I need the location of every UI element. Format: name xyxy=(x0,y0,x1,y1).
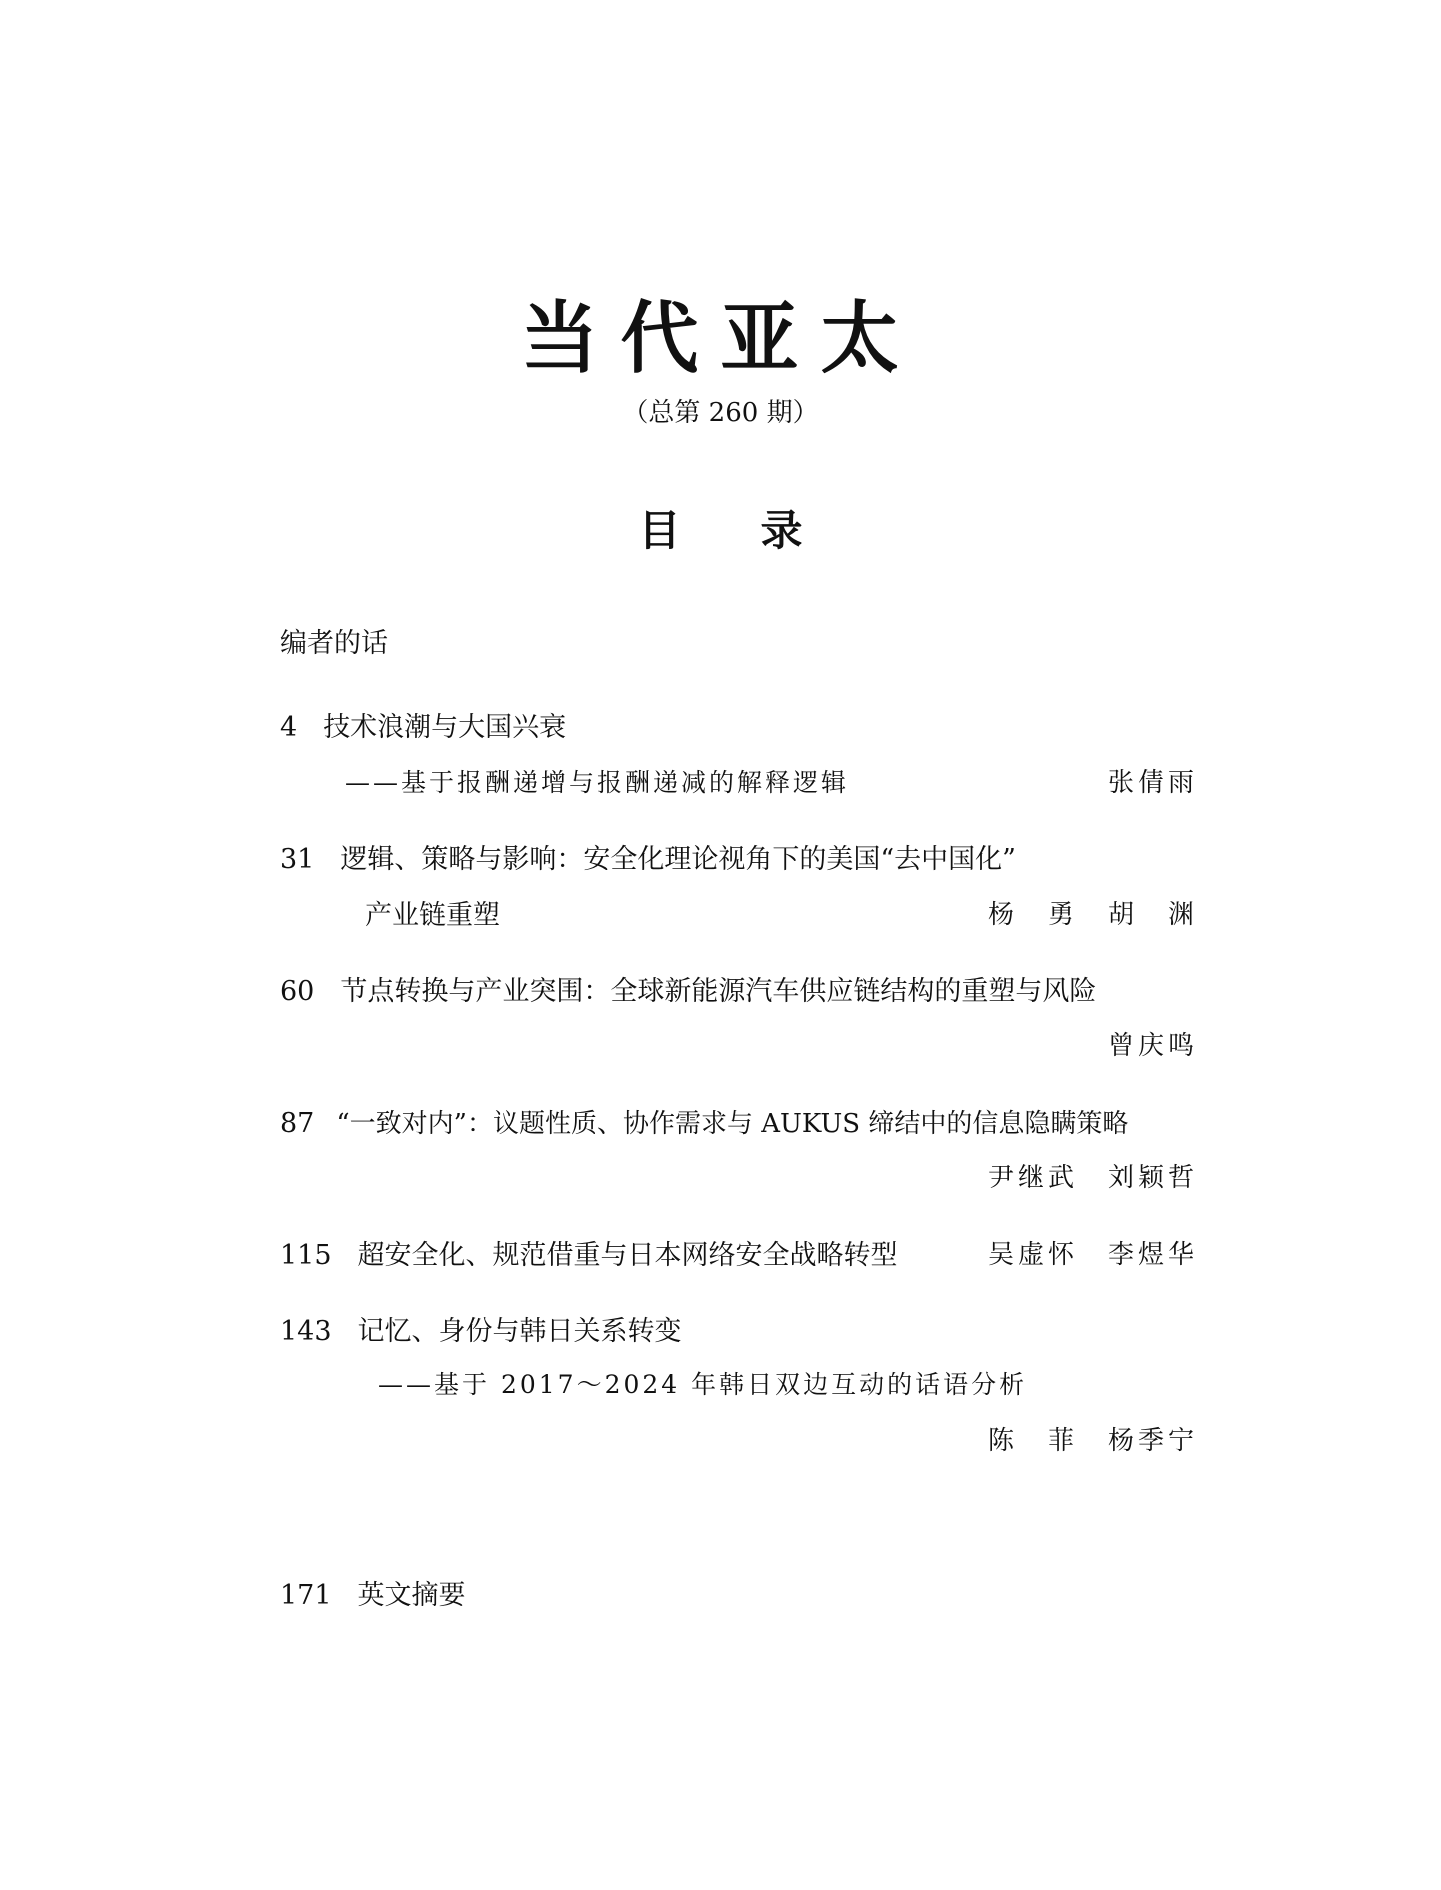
toc-entry-31[interactable] xyxy=(280,846,1016,873)
article-title: “一致对内”：议题性质、协作需求与 AUKUS 缔结中的信息隐瞒策略 xyxy=(336,1109,1129,1139)
author-name: 尹继武 xyxy=(987,1163,1078,1193)
article-subtitle: ——基于 2017～2024 年韩日双边互动的话语分析 xyxy=(378,1370,1028,1399)
page-number: 60 xyxy=(280,976,315,1007)
toc-entry-4[interactable] xyxy=(280,714,566,741)
page-number: 115 xyxy=(280,1240,332,1271)
toc-entry-143[interactable] xyxy=(280,1318,682,1345)
author-name: 杨季宁 xyxy=(1107,1426,1198,1456)
journal-title: 当代亚太 xyxy=(520,293,921,384)
page-number: 31 xyxy=(280,844,315,875)
article-subtitle: ——基于报酬递增与报酬递减的解释逻辑 xyxy=(345,768,850,797)
article-title: 超安全化、规范借重与日本网络安全战略转型 xyxy=(357,1240,898,1271)
article-authors xyxy=(988,1242,1198,1268)
toc-entry-60[interactable] xyxy=(280,978,1096,1005)
toc-entry-115[interactable] xyxy=(280,1242,898,1269)
toc-entry-171[interactable] xyxy=(280,1582,466,1609)
toc-heading: 目录 xyxy=(638,506,883,555)
article-title-continued: 产业链重塑 xyxy=(365,900,500,931)
author-name: 杨 勇 xyxy=(987,900,1078,930)
editor-note-link[interactable]: 编者的话 xyxy=(280,628,388,659)
page-number: 171 xyxy=(280,1580,332,1611)
toc-entry-87[interactable] xyxy=(280,1110,1128,1137)
author-name: 李煜华 xyxy=(1107,1240,1198,1270)
article-title: 逻辑、策略与影响：安全化理论视角下的美国“去中国化” xyxy=(340,844,1016,875)
article-author: 张倩雨 xyxy=(1107,768,1198,798)
article-authors xyxy=(988,902,1198,928)
page-number: 87 xyxy=(280,1108,315,1139)
article-authors xyxy=(988,1428,1198,1454)
article-title: 记忆、身份与韩日关系转变 xyxy=(357,1316,682,1347)
article-title: 节点转换与产业突围：全球新能源汽车供应链结构的重塑与风险 xyxy=(340,976,1097,1007)
author-name: 胡 渊 xyxy=(1107,900,1198,930)
author-name: 刘颖哲 xyxy=(1107,1163,1198,1193)
article-title: 技术浪潮与大国兴衰 xyxy=(323,712,567,743)
abstract-title: 英文摘要 xyxy=(357,1580,466,1611)
page-number: 143 xyxy=(280,1316,332,1347)
issue-number: （总第 260 期） xyxy=(622,398,819,428)
page-number: 4 xyxy=(280,712,298,743)
article-author: 曾庆鸣 xyxy=(1107,1031,1198,1061)
article-authors xyxy=(988,1165,1198,1191)
author-name: 陈 菲 xyxy=(987,1426,1078,1456)
author-name: 吴虚怀 xyxy=(987,1240,1078,1270)
